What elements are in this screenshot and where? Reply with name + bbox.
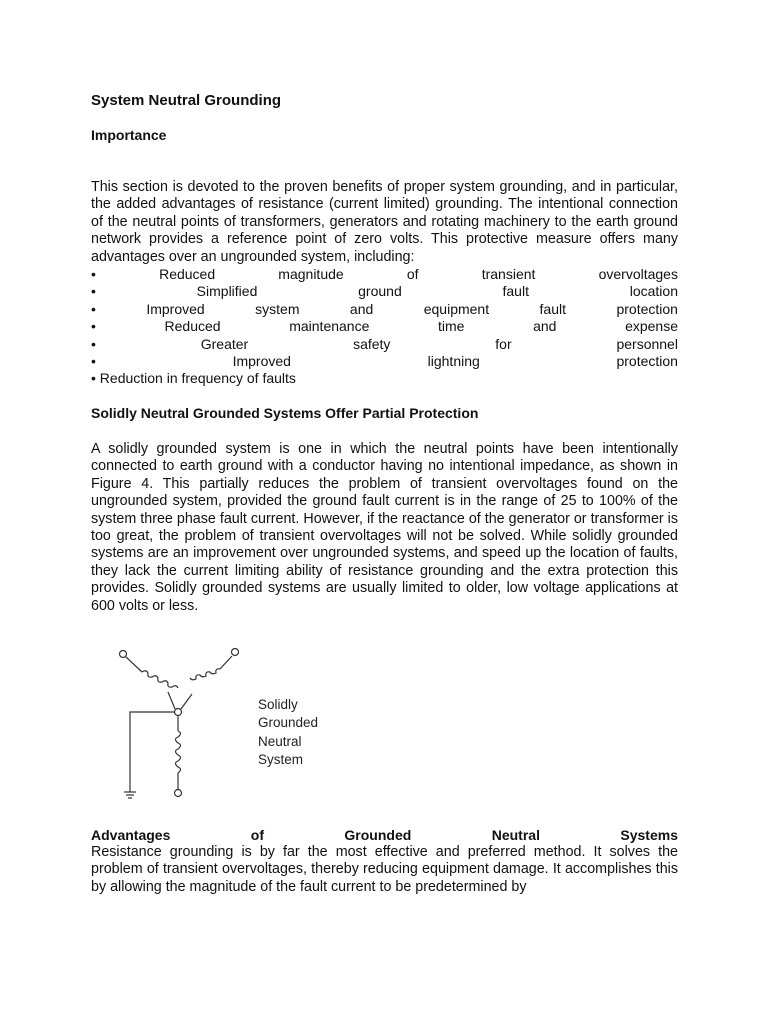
list-item: • Improved lightning protection xyxy=(91,353,678,370)
list-item: • Reduction in frequency of faults xyxy=(91,370,296,387)
list-item: • Improved system and equipment fault protection xyxy=(91,300,678,317)
wye-grounding-diagram-icon xyxy=(116,641,256,811)
list-item: • Greater safety for personnel xyxy=(91,335,678,352)
advantages-paragraph: Resistance grounding is by far the most effective and preferred method. It solves the problem of transient overvoltages, thereby reducing equipment damage. It accomplishes this by allowing the magnitude of the fault current to be predetermined by xyxy=(91,844,678,895)
list-item: • Reduced maintenance time and expense xyxy=(91,318,678,335)
solidly-grounded-figure xyxy=(116,641,336,811)
intro-section xyxy=(91,179,678,388)
intro-paragraph: This section is devoted to the proven benefits of proper system grounding, and in particular, the added advantages of resistance (current limited) grounding. The intentional connection of the neutral points of transformers, generators and rotating machinery to the earth ground network provides a reference point of zero volts. This protective measure offers many advantages over an ungrounded system, including: xyxy=(91,179,678,265)
importance-heading: Importance xyxy=(91,127,167,143)
list-item: • Reduced magnitude of transient overvoltages xyxy=(91,266,678,283)
page-title: System Neutral Grounding xyxy=(91,92,282,109)
figure-caption: Solidly Grounded Neutral System xyxy=(258,697,319,767)
list-item: • Simplified ground fault location xyxy=(91,283,678,300)
advantages-heading: Advantages of Grounded Neutral Systems xyxy=(91,827,678,843)
solid-grounding-heading: Solidly Neutral Grounded Systems Offer Partial Protection xyxy=(91,405,479,421)
solid-grounding-paragraph: A solidly grounded system is one in which the neutral points have been intentionally connected to earth ground with a conductor having no intentional impedance, as shown in Figure 4. This partially reduces the problem of transient overvoltages found on the ungrounded system, provided the ground fault current is in the range of 25 to 100% of the system three phase fault current. However, if the reactance of the generator or transformer is too great, the problem of transient overvoltages will not be solved. While solidly grounded systems are an improvement over ungrounded systems, and speed up the location of faults, they lack the current limiting ability of resistance grounding and the extra protection this provides. Solidly grounded systems are usually limited to older, low voltage applications at 600 volts or less. xyxy=(91,441,678,614)
benefits-list xyxy=(91,266,678,388)
